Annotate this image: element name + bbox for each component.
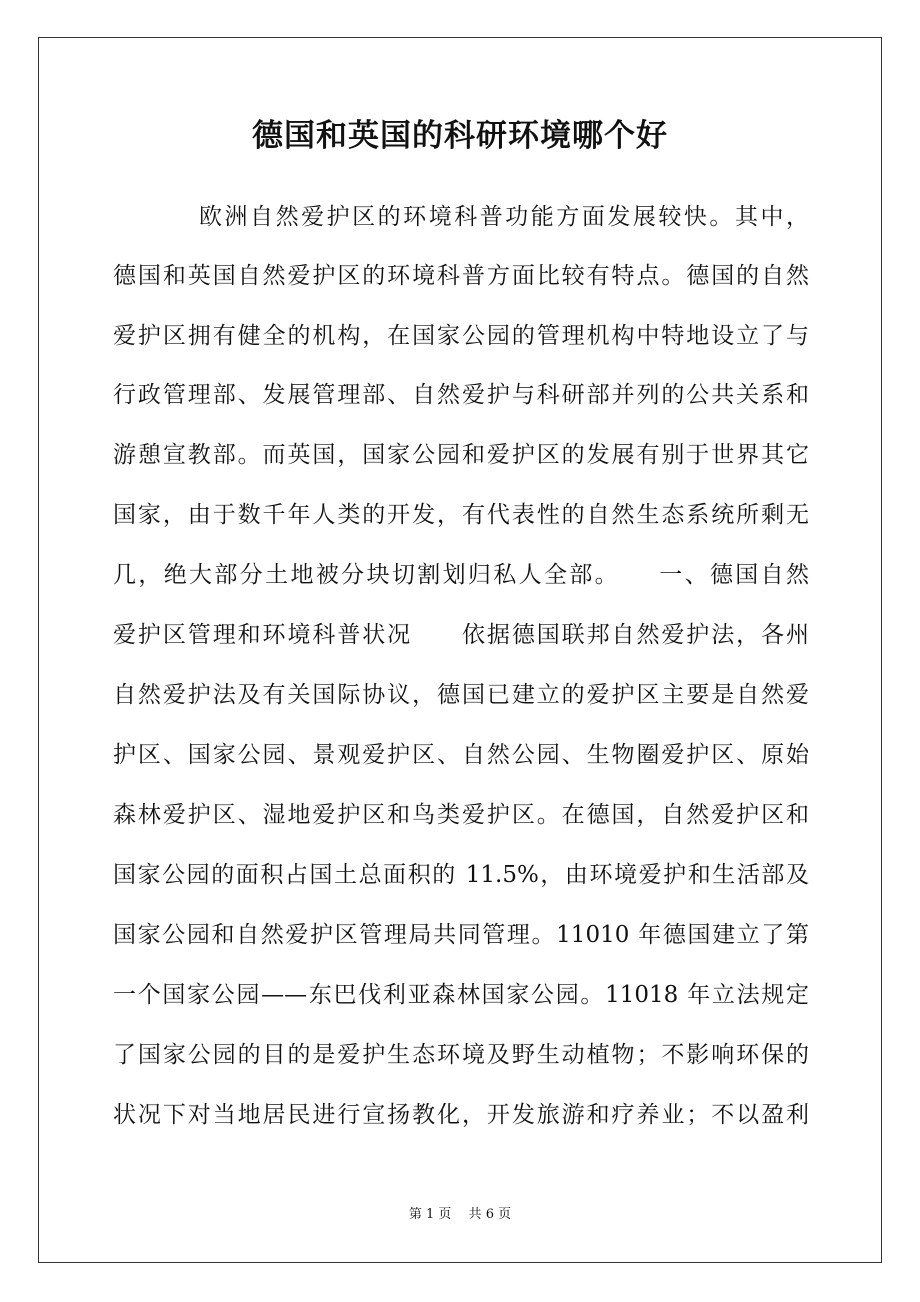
document-title: 德国和英国的科研环境哪个好	[252, 118, 668, 154]
text-line: 爱护区管理和环境科普状况 依据德国联邦自然爱护法，各州	[113, 622, 809, 648]
page-number: 第 1 页 共 6 页	[408, 1207, 512, 1222]
text-line: 德国和英国自然爱护区的环境科普方面比较有特点。德国的自然	[113, 263, 809, 289]
text-line: 游憩宣教部。而英国，国家公园和爱护区的发展有别于世界其它	[113, 442, 809, 468]
text-line: 护区、国家公园、景观爱护区、自然公园、生物圈爱护区、原始	[113, 742, 809, 768]
text-line: 状况下对当地居民进行宣扬教化，开发旅游和疗养业；不以盈利	[113, 1102, 809, 1128]
text-line: 国家公园的面积占国土总面积的 11.5%，由环境爱护和生活部及	[113, 862, 809, 888]
text-line: 国家，由于数千年人类的开发，有代表性的自然生态系统所剩无	[113, 502, 809, 528]
text-line: 一个国家公园——东巴伐利亚森林国家公园。11018 年立法规定	[113, 982, 809, 1008]
text-line: 国家公园和自然爱护区管理局共同管理。11010 年德国建立了第	[113, 922, 809, 948]
text-line: 森林爱护区、湿地爱护区和鸟类爱护区。在德国，自然爱护区和	[113, 802, 809, 828]
text-line: 了国家公园的目的是爱护生态环境及野生动植物；不影响环保的	[113, 1042, 809, 1068]
text-line: 几，绝大部分土地被分块切割划归私人全部。 一、德国自然	[113, 562, 809, 588]
text-line: 欧洲自然爱护区的环境科普功能方面发展较快。其中，	[199, 204, 809, 230]
text-line: 自然爱护法及有关国际协议，德国已建立的爱护区主要是自然爱	[113, 682, 809, 708]
text-line: 行政管理部、发展管理部、自然爱护与科研部并列的公共关系和	[113, 382, 809, 408]
text-line: 爱护区拥有健全的机构，在国家公园的管理机构中特地设立了与	[113, 323, 809, 349]
